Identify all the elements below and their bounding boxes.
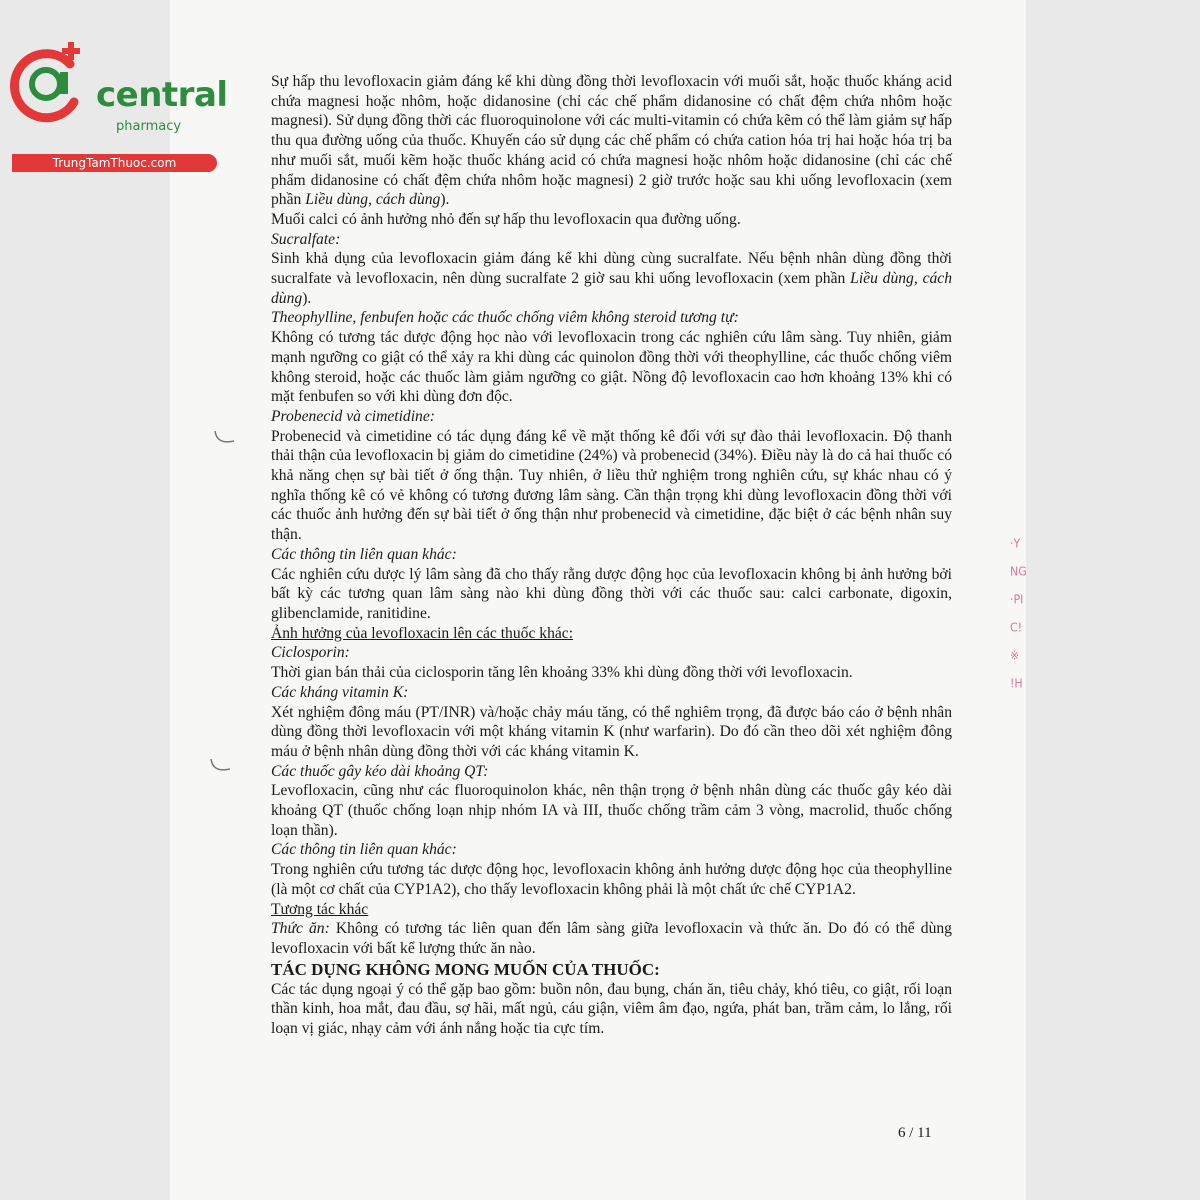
heading-other-info-1: Các thông tin liên quan khác: — [271, 545, 457, 563]
paragraph-vitamin-k: Xét nghiệm đông máu (PT/INR) và/hoặc chảy máu tăng, có thể nghiêm trọng, đã được báo cáo ở bệnh nhân dùng đồng thời levofloxacin với một kháng vitamin K (như warfarin). Do đó cần theo dõi xét nghiệm đông máu ở bệnh nhân dùng đồng thời với các kháng vitamin K. — [271, 703, 952, 760]
logo-wordmark: central — [96, 75, 228, 115]
heading-effects-on-other-drugs: Ảnh hưởng của levofloxacin lên các thuốc khác: — [271, 624, 574, 642]
heading-probenecid: Probenecid và cimetidine: — [271, 407, 435, 425]
heading-qt: Các thuốc gây kéo dài khoảng QT: — [271, 762, 489, 780]
paragraph-food: Thức ăn: Không có tương tác liên quan đến lâm sàng giữa levofloxacin và thức ăn. Do đó có thể dùng levofloxacin với bất kể lượng thức ăn nào. — [271, 920, 952, 957]
paragraph-qt: Levofloxacin, cũng như các fluoroquinolon khác, nên thận trọng ở bệnh nhân dùng các thuốc gây kéo dài khoảng QT (thuốc chống loạn nhịp nhóm IA và III, thuốc chống trầm cảm 3 vòng, macrolid, thuốc chống loạn thần). — [271, 782, 952, 839]
dosage-reference: Liều dùng, cách dùng — [305, 191, 441, 209]
paragraph-other-info-1: Các nghiên cứu dược lý lâm sàng đã cho thấy rằng dược động học của levofloxacin không bị ảnh hưởng bởi bất kỳ các tương quan lâm sàng nào khi dùng đồng thời với các thuốc sau: calci carbonate, digoxin, glibenclamide, ranitidine. — [271, 565, 952, 622]
heading-other-interactions: Tương tác khác — [271, 900, 369, 918]
heading-vitamin-k: Các kháng vitamin K: — [271, 683, 409, 701]
punch-hole-icon — [212, 427, 238, 449]
central-pharmacy-logo[interactable] — [8, 36, 228, 170]
heading-theophylline: Theophylline, fenbufen hoặc các thuốc chống viêm không steroid tương tự: — [271, 309, 739, 327]
logo-subtitle: pharmacy — [116, 119, 182, 134]
food-label: Thức ăn: — [271, 920, 330, 938]
heading-sucralfate: Sucralfate: — [271, 230, 341, 248]
logo-mark-icon — [8, 36, 98, 136]
stamp-mark: ·Y NG ·PI C! ※ !H — [1010, 536, 1027, 691]
paragraph-adverse-effects: Các tác dụng ngoại ý có thể gặp bao gồm: buồn nôn, đau bụng, chán ăn, tiêu chảy, khó tiêu, co giật, rối loạn thần kinh, hoa mắt, đau đầu, sợ hãi, mất ngủ, cáu giận, viêm âm đạo, ngứa, phát ban, trầm cảm, lo lắng, rối loạn vị giác, nhạy cảm với ánh nắng hoặc tia cực tím. — [271, 980, 952, 1038]
heading-other-info-2: Các thông tin liên quan khác: — [271, 841, 457, 859]
section-adverse-effects: TÁC DỤNG KHÔNG MONG MUỐN CỦA THUỐC: — [271, 959, 660, 979]
paragraph-ciclosporin: Thời gian bán thải của ciclosporin tăng lên khoảng 33% khi dùng đồng thời với levofloxacin. — [271, 664, 853, 682]
logo-banner[interactable]: TrungTamThuoc.com — [12, 154, 217, 172]
punch-hole-icon — [208, 755, 234, 777]
paragraph-other-info-2: Trong nghiên cứu tương tác dược động học, levofloxacin không ảnh hưởng dược động học của theophylline (là một cơ chất của CYP1A2), cho thấy levofloxacin không phải là một chất ức chế CYP1A2. — [271, 861, 952, 898]
dosage-reference: Liều dùng, cách dùng — [271, 270, 953, 307]
document-body — [271, 72, 952, 1039]
page-number: 6 / 11 — [898, 1125, 932, 1141]
paragraph-theophylline: Không có tương tác dược động học nào với levofloxacin trong các nghiên cứu lâm sàng. Tuy nhiên, giảm mạnh ngưỡng co giật có thể xảy ra khi dùng các quinolon đồng thời với theophylline, các thuốc chống viêm không steroid, hoặc các thuốc làm giảm ngưỡng co giật. Nồng độ levofloxacin cao hơn khoảng 13% khi có mặt fenbufen so với khi dùng đơn độc. — [271, 329, 952, 406]
paragraph-absorption: Sự hấp thu levofloxacin giảm đáng kể khi dùng đồng thời levofloxacin với muối sắt, hoặc thuốc kháng acid chứa magnesi hoặc nhôm, hoặc didanosine (chỉ các chế phẩm didanosine có chất đệm chứa nhôm hoặc magnesi). Sử dụng đồng thời các fluoroquinolone với các multi-vitamin có chứa kẽm có thể làm giảm sự hấp thu qua đường uống của thuốc. Khuyến cáo sử dụng các chế phẩm có chứa cation hóa trị hai hoặc hóa trị ba như muối sắt, muối kẽm hoặc thuốc kháng acid có chứa magnesi hoặc nhôm hoặc didanosine (chỉ các chế phẩm didanosine có chất đệm chứa nhôm hoặc magnesi) 2 giờ trước hoặc sau khi uống levofloxacin (xem phần Liều dùng, cách dùng). — [271, 73, 952, 209]
paragraph-sucralfate: Sinh khả dụng của levofloxacin giảm đáng kể khi dùng cùng sucralfate. Nếu bệnh nhân dùng đồng thời sucralfate và levofloxacin, nên dùng sucralfate 2 giờ sau khi uống levofloxacin (xem phần Liều dùng, cách dùng). — [271, 250, 953, 307]
paragraph-probenecid: Probenecid và cimetidine có tác dụng đáng kể về mặt thống kê đối với sự đào thải levofloxacin. Độ thanh thải thận của levofloxacin bị giảm do cimetidine (24%) và probenecid (34%). Điều này là do cả hai thuốc có khả năng chẹn sự bài tiết ở ống thận. Tuy nhiên, ở liều thử nghiệm trong nghiên cứu, sự khác nhau có ý nghĩa thống kê có vẻ không có tương đương lâm sàng. Cần thận trọng khi dùng levofloxacin đồng thời với các thuốc ảnh hưởng đến sự bài tiết ở ống thận như probenecid và cimetidine, đặc biệt ở các bệnh nhân suy thận. — [271, 427, 952, 544]
paragraph-calcium: Muối calci có ảnh hưởng nhỏ đến sự hấp thu levofloxacin qua đường uống. — [271, 210, 741, 228]
heading-ciclosporin: Ciclosporin: — [271, 644, 350, 662]
